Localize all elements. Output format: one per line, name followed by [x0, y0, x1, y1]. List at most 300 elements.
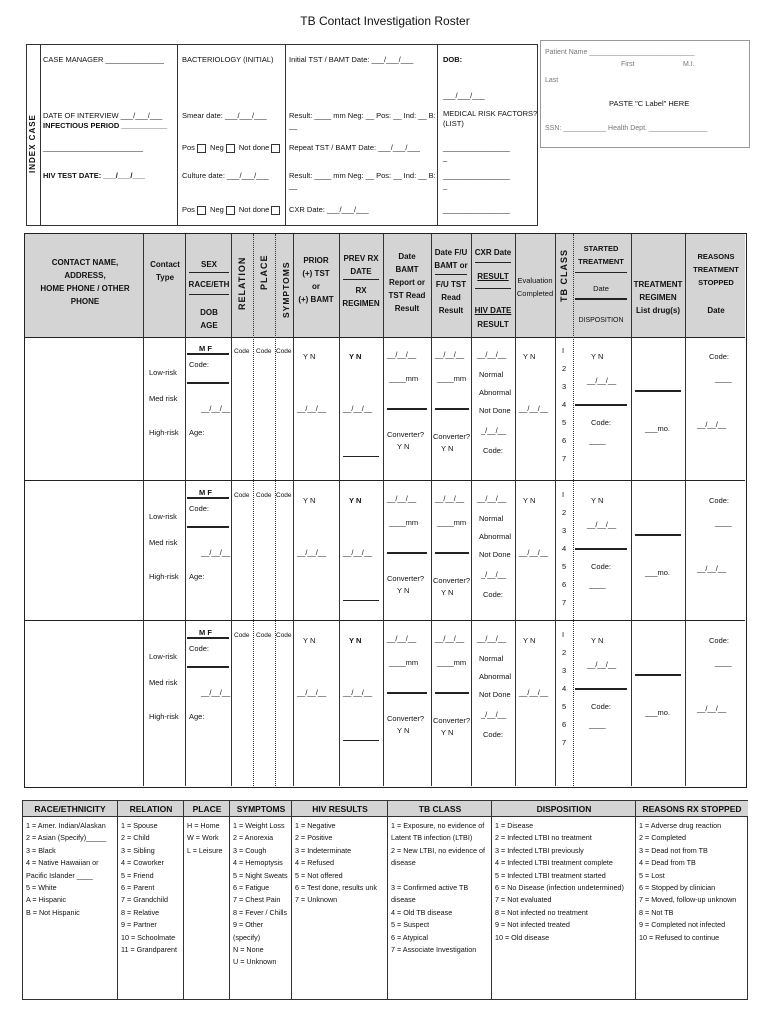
started-line: [575, 688, 627, 690]
fu-date[interactable]: __/__/__: [435, 350, 465, 359]
started-date[interactable]: __/__/__: [587, 660, 617, 669]
dob-field[interactable]: __/__/__: [201, 404, 231, 413]
tb-class-option[interactable]: 7: [562, 454, 567, 463]
evaluation-date[interactable]: __/__/__: [519, 688, 549, 697]
legend-item: W = Work: [187, 833, 219, 843]
legend-item: 2 = Positive: [295, 833, 333, 843]
fu-mm[interactable]: ____mm: [437, 518, 467, 527]
legend-item: H = Home: [187, 821, 220, 830]
bamt-mm[interactable]: ____mm: [389, 374, 419, 383]
hiv-date[interactable]: _/__/__: [481, 570, 507, 579]
tb-class-option[interactable]: I: [562, 490, 565, 499]
legend-item: 11 = Grandparent: [121, 945, 178, 954]
legend-item: A = Hispanic: [26, 895, 67, 905]
legend-disposition-header: DISPOSITION: [492, 801, 636, 817]
reasons-line[interactable]: ____: [715, 518, 732, 527]
fu-mm[interactable]: ____mm: [437, 658, 467, 667]
cxr-normal[interactable]: Normal: [479, 514, 504, 523]
legend-item: 3 = Indeterminate: [295, 845, 352, 855]
result2-field[interactable]: Result: ____ mm Neg: __ Pos: __ Ind: __ B:: [289, 171, 436, 180]
tb-class-option[interactable]: 6: [562, 720, 567, 729]
legend-item: 3 = Sibling: [121, 845, 155, 855]
legend-item: 3 = Cough: [233, 845, 267, 855]
age-field[interactable]: Age:: [189, 712, 205, 721]
cxr-abnormal[interactable]: Abnormal: [479, 532, 512, 541]
disposition-code[interactable]: Code:: [591, 562, 612, 571]
tb-class-option[interactable]: 5: [562, 702, 567, 711]
contact-name-cell[interactable]: [27, 624, 139, 754]
legend-reasons-header: REASONS RX STOPPED: [636, 801, 748, 817]
cxr-normal[interactable]: Normal: [479, 370, 504, 379]
cxr-abnormal[interactable]: Abnormal: [479, 388, 512, 397]
symptoms-code[interactable]: Code: [276, 492, 292, 499]
relation-code[interactable]: Code: [234, 348, 250, 355]
tb-class-option[interactable]: 5: [562, 418, 567, 427]
hiv-date[interactable]: _/__/__: [481, 426, 507, 435]
reasons-line[interactable]: ____: [715, 658, 732, 667]
table-row[interactable]: [25, 622, 745, 762]
tb-class-option[interactable]: 6: [562, 580, 567, 589]
table-row[interactable]: [25, 338, 745, 478]
relation-code[interactable]: Code: [234, 492, 250, 499]
cxr-date[interactable]: __/__/__: [477, 350, 507, 359]
risk-med[interactable]: Med risk: [149, 538, 178, 547]
tb-class-option[interactable]: 4: [562, 544, 567, 553]
bamt-mm[interactable]: ____mm: [389, 518, 419, 527]
bamt-converter: Converter?: [387, 714, 425, 723]
contact-name-cell[interactable]: [27, 484, 139, 614]
roster-table: [24, 233, 747, 788]
dob-field[interactable]: ___/___/___: [443, 91, 485, 100]
regimen-line[interactable]: [635, 674, 681, 676]
legend-item: 6 = No Disease (infection undetermined): [495, 883, 624, 892]
race-code[interactable]: Code:: [189, 504, 210, 513]
prev-rx-regimen-line[interactable]: [343, 740, 379, 741]
hiv-code[interactable]: Code:: [483, 446, 504, 455]
bamt-date[interactable]: __/__/__: [387, 494, 417, 503]
disposition-line[interactable]: ____: [589, 436, 606, 445]
header-cxr-date: CXR Date: [474, 248, 512, 257]
place-code[interactable]: Code: [256, 492, 272, 499]
legend-item: Pacific Islander ____: [26, 870, 93, 880]
legend-place-header: PLACE: [184, 801, 230, 817]
header-st-date: Date: [593, 284, 609, 293]
legend-item: 1 = Spouse: [121, 821, 158, 830]
tb-class-option[interactable]: 6: [562, 436, 567, 445]
legend-item: U = Unknown: [233, 957, 277, 967]
legend-item: 3 = Dead not from TB: [639, 845, 708, 855]
legend-item: 6 = Stopped by clinician: [639, 883, 716, 892]
legend-item: 4 = Hemoptysis: [233, 858, 283, 868]
dob-field[interactable]: __/__/__: [201, 548, 231, 557]
legend-item: 10 = Old disease: [495, 932, 550, 942]
fu-line: [435, 692, 469, 694]
legend-item: 9 = Completed not infected: [639, 920, 726, 930]
tb-class-option[interactable]: 7: [562, 738, 567, 747]
legend-item: 2 = Child: [121, 833, 150, 843]
cxr-date-field[interactable]: CXR Date: ___/___/___: [289, 205, 369, 214]
header-started-treatment: STARTED TREATMENT: [578, 244, 624, 266]
prior-tst-yn[interactable]: Y N: [303, 636, 316, 645]
risk-med[interactable]: Med risk: [149, 394, 178, 403]
race-line: [187, 382, 229, 384]
prev-rx-yn[interactable]: Y N: [349, 496, 362, 505]
legend-item: 5 = White: [26, 883, 57, 892]
infectious-period-field[interactable]: INFECTIOUS PERIOD ___________: [43, 121, 168, 130]
tb-class-option[interactable]: 7: [562, 598, 567, 607]
risk-high[interactable]: High-risk: [149, 712, 179, 721]
reasons-code[interactable]: Code:: [709, 352, 730, 361]
legend-item: 4 = Dead from TB: [639, 858, 696, 868]
legend-tbclass-header: TB CLASS: [388, 801, 492, 817]
header-reasons-date: Date: [707, 306, 725, 315]
reasons-date[interactable]: __/__/__: [697, 420, 727, 429]
reasons-date[interactable]: __/__/__: [697, 564, 727, 573]
legend-item: 8 = Fever / Chills: [233, 907, 288, 917]
legend-hiv-header: HIV RESULTS: [292, 801, 388, 817]
pos-checkbox[interactable]: [197, 206, 206, 215]
place-code[interactable]: Code: [256, 348, 272, 355]
legend-item: 5 = Friend: [121, 870, 154, 880]
bamt-converter: Converter?: [387, 574, 425, 583]
prior-tst-yn[interactable]: Y N: [303, 352, 316, 361]
evaluation-date[interactable]: __/__/__: [519, 404, 549, 413]
prior-tst-date[interactable]: __/__/__: [297, 688, 327, 697]
fu-date[interactable]: __/__/__: [435, 494, 465, 503]
legend-item: 7 = Associate Investigation: [391, 945, 477, 954]
risk-low[interactable]: Low-risk: [149, 652, 177, 661]
cxr-normal[interactable]: Normal: [479, 654, 504, 663]
reasons-line[interactable]: ____: [715, 374, 732, 383]
legend-symptoms-header: SYMPTOMS: [230, 801, 292, 817]
bacteriology-label: BACTERIOLOGY (INITIAL): [182, 55, 274, 64]
bamt-line: [387, 408, 427, 410]
tb-class-option[interactable]: I: [562, 630, 565, 639]
legend-item: 5 = Suspect: [391, 920, 430, 930]
contact-name-cell[interactable]: [27, 340, 139, 470]
legend-item: 7 = Chest Pain: [233, 895, 281, 905]
header-contact-type: Contact Type: [150, 260, 180, 282]
header-sex: SEX: [200, 260, 217, 269]
header-race-eth: RACE/ETH: [188, 280, 230, 289]
header-treatment-regimen: TREATMENT REGIMEN List drug(s): [633, 280, 683, 315]
legend-item: 4 = Coworker: [121, 858, 164, 868]
bamt-converter-yn[interactable]: Y N: [397, 586, 410, 595]
bamt-date[interactable]: __/__/__: [387, 634, 417, 643]
started-yn[interactable]: Y N: [591, 496, 604, 505]
header-contact-name: CONTACT NAME, ADDRESS, HOME PHONE / OTHER PHONE: [40, 258, 130, 306]
header-disposition: DISPOSITION: [578, 317, 624, 324]
reasons-code[interactable]: Code:: [709, 636, 730, 645]
fu-converter-yn[interactable]: Y N: [441, 588, 454, 597]
bamt-converter: Converter?: [387, 430, 425, 439]
reasons-date[interactable]: __/__/__: [697, 704, 727, 713]
prev-rx-yn[interactable]: Y N: [349, 636, 362, 645]
race-code[interactable]: Code:: [189, 360, 210, 369]
bamt-converter-yn[interactable]: Y N: [397, 726, 410, 735]
medical-risk-label: MEDICAL RISK FACTORS?: [443, 109, 538, 118]
legend-item: 5 = Night Sweats: [233, 870, 288, 880]
fu-date[interactable]: __/__/__: [435, 634, 465, 643]
started-line: [575, 548, 627, 550]
smear-date-field[interactable]: Smear date: ___/___/___: [182, 111, 267, 120]
started-yn[interactable]: Y N: [591, 352, 604, 361]
legend-item: 4 = Infected LTBI treatment complete: [495, 858, 613, 868]
disposition-line[interactable]: ____: [589, 720, 606, 729]
prior-tst-yn[interactable]: Y N: [303, 496, 316, 505]
risk-med[interactable]: Med risk: [149, 678, 178, 687]
date-of-interview-field[interactable]: DATE OF INTERVIEW ___/___/___: [43, 111, 163, 120]
legend-item: 8 = Not infected no treatment: [495, 907, 588, 917]
prev-rx-date[interactable]: __/__/__: [343, 548, 373, 557]
regimen-line[interactable]: [635, 390, 681, 392]
legend-item: 4 = Old TB disease: [391, 907, 453, 917]
tb-class-option[interactable]: 2: [562, 508, 567, 517]
legend-item: Latent TB infection (LTBI): [391, 833, 473, 843]
fu-converter-yn[interactable]: Y N: [441, 728, 454, 737]
prev-rx-regimen-line[interactable]: [343, 456, 379, 457]
header-reasons-stopped: REASONS TREATMENT STOPPED: [693, 252, 739, 287]
disposition-code[interactable]: Code:: [591, 418, 612, 427]
culture-date-field[interactable]: Culture date: ___/___/___: [182, 171, 269, 180]
patient-label-box[interactable]: Patient Name ___________________________ First M.I. Last PASTE "C Label" HERE SSN: ___________ Health Dept. _______________: [540, 40, 750, 148]
hiv-test-date-field[interactable]: HIV TEST DATE: ___/___/___: [43, 171, 145, 180]
sex-line: [187, 637, 229, 639]
legend-item: 1 = Amer. Indian/Alaskan: [26, 821, 106, 830]
legend-item: 7 = Unknown: [295, 895, 338, 905]
symptoms-code[interactable]: Code: [276, 632, 292, 639]
header-date-bamt: Date BAMT Report or TST Read Result: [388, 252, 426, 313]
legend-item: 9 = Partner: [121, 920, 157, 930]
header-relation: RELATION: [237, 256, 247, 310]
place-code[interactable]: Code: [256, 632, 272, 639]
header-evaluation: Evaluation Completed: [516, 276, 554, 298]
risk-line-3[interactable]: ________________: [443, 205, 510, 214]
pos-checkbox[interactable]: [197, 144, 206, 153]
legend-item: 4 = Native Hawaiian or: [26, 858, 99, 868]
not-done-checkbox[interactable]: [271, 206, 280, 215]
age-field[interactable]: Age:: [189, 428, 205, 437]
hiv-date[interactable]: _/__/__: [481, 710, 507, 719]
legend-item: 2 = Completed: [639, 833, 686, 843]
legend-item: 1 = Weight Loss: [233, 821, 285, 830]
legend-item: N = None: [233, 945, 264, 954]
evaluation-yn[interactable]: Y N: [523, 352, 536, 361]
header-tb-class: TB CLASS: [559, 249, 569, 302]
legend-item: 8 = Not TB: [639, 907, 674, 917]
legend-item: disease: [391, 895, 416, 905]
prior-tst-date[interactable]: __/__/__: [297, 404, 327, 413]
reasons-code[interactable]: Code:: [709, 496, 730, 505]
legend-item: 6 = Test done, results unk: [295, 883, 377, 892]
bamt-date[interactable]: __/__/__: [387, 350, 417, 359]
index-case-section: INDEX CASE CASE MANAGER ______________ DATE OF INTERVIEW ___/___/___ INFECTIOUS PERIOD ___________ ________________________ HIV TEST DATE: ___/___/___ BACTERIOLOGY (INITIAL) Smear date: ___/___/___ Pos Neg Not done Culture date: ___/___/___ Pos Neg Not done Initial TST / BAMT Date: ___/___/___ Result: ____ mm Neg: __ Pos: __ Ind: __ B: __ Repeat TST / BAMT Date: ___/___/___ Result: ____ mm Neg: __ Pos: __ Ind: __ B: __ CXR Date: ___/___/___ DOB: ___/___/___ MEDICAL RISK FACTORS? (LIST) ________________ _ ________________ _ ________________: [26, 44, 538, 226]
paste-label-instruction: PASTE "C Label" HERE: [609, 99, 690, 108]
legend-item: 6 = Parent: [121, 883, 155, 892]
sex-mf[interactable]: M F: [199, 344, 212, 353]
legend-item: 1 = Adverse drug reaction: [639, 821, 722, 830]
fu-converter: Converter?: [433, 432, 471, 441]
symptoms-code[interactable]: Code: [276, 348, 292, 355]
started-line: [575, 404, 627, 406]
cxr-date[interactable]: __/__/__: [477, 494, 507, 503]
disposition-code[interactable]: Code:: [591, 702, 612, 711]
not-done-checkbox[interactable]: [271, 144, 280, 153]
sex-mf[interactable]: M F: [199, 628, 212, 637]
cxr-abnormal[interactable]: Abnormal: [479, 672, 512, 681]
tb-class-option[interactable]: 4: [562, 400, 567, 409]
fu-line: [435, 552, 469, 554]
legend-item: 7 = Moved, follow-up unknown: [639, 895, 737, 905]
header-symptoms: SYMPTOMS: [281, 261, 291, 318]
legend-item: 1 = Exposure, no evidence of: [391, 821, 485, 830]
legend-item: 2 = Asian (Specify)_____: [26, 833, 107, 843]
risk-low[interactable]: Low-risk: [149, 512, 177, 521]
legend-race-header: RACE/ETHNICITY: [23, 801, 117, 817]
evaluation-date[interactable]: __/__/__: [519, 548, 549, 557]
fu-converter: Converter?: [433, 716, 471, 725]
legend-item: 2 = Anorexia: [233, 833, 274, 843]
relation-code[interactable]: Code: [234, 632, 250, 639]
tb-class-option[interactable]: I: [562, 346, 565, 355]
header-hiv-result: RESULT: [477, 320, 509, 329]
dob-field[interactable]: __/__/__: [201, 688, 231, 697]
sex-line: [187, 497, 229, 499]
legend-item: 1 = Disease: [495, 821, 534, 830]
sex-line: [187, 353, 229, 355]
hiv-code[interactable]: Code:: [483, 730, 504, 739]
dob-label: DOB:: [443, 55, 463, 64]
legend-item: 9 = Not infected treated: [495, 920, 570, 930]
legend-item: 6 = Atypical: [391, 932, 428, 942]
tb-class-option[interactable]: 4: [562, 684, 567, 693]
risk-low[interactable]: Low-risk: [149, 368, 177, 377]
prior-tst-date[interactable]: __/__/__: [297, 548, 327, 557]
bamt-converter-yn[interactable]: Y N: [397, 442, 410, 451]
prev-rx-date[interactable]: __/__/__: [343, 688, 373, 697]
fu-converter: Converter?: [433, 576, 471, 585]
smear-result-row: Pos Neg Not done: [182, 143, 282, 153]
neg-checkbox[interactable]: [226, 206, 235, 215]
legend-item: B = Not Hispanic: [26, 907, 80, 917]
tb-class-option[interactable]: 3: [562, 382, 567, 391]
regimen-line[interactable]: [635, 534, 681, 536]
fu-converter-yn[interactable]: Y N: [441, 444, 454, 453]
legend-item: 2 = Infected LTBI no treatment: [495, 833, 592, 843]
tb-class-option[interactable]: 2: [562, 648, 567, 657]
legend-item: 1 = Negative: [295, 821, 336, 830]
header-date-fu: Date F/U BAMT or F/U TST Read Result: [434, 248, 468, 315]
started-yn[interactable]: Y N: [591, 636, 604, 645]
tb-class-option[interactable]: 5: [562, 562, 567, 571]
evaluation-yn[interactable]: Y N: [523, 636, 536, 645]
race-line: [187, 526, 229, 528]
legend-item: L = Leisure: [187, 845, 223, 855]
age-field[interactable]: Age:: [189, 572, 205, 581]
regimen-months[interactable]: ___mo.: [645, 424, 671, 433]
header-hiv-date: HIV DATE: [474, 306, 512, 315]
risk-line-2[interactable]: ________________: [443, 171, 510, 180]
legend-item: 3 = Confirmed active TB: [391, 883, 469, 892]
regimen-months[interactable]: ___mo.: [645, 708, 671, 717]
legend-item: 7 = Grandchild: [121, 895, 168, 905]
initial-tst-field[interactable]: Initial TST / BAMT Date: ___/___/___: [289, 55, 414, 64]
tb-class-option[interactable]: 3: [562, 666, 567, 675]
risk-line-1[interactable]: ________________: [443, 143, 510, 152]
evaluation-yn[interactable]: Y N: [523, 496, 536, 505]
started-date[interactable]: __/__/__: [587, 520, 617, 529]
table-row[interactable]: [25, 482, 745, 622]
header-prior-tst: PRIOR (+) TST or (+) BAMT: [298, 256, 334, 304]
tb-class-option[interactable]: 2: [562, 364, 567, 373]
prev-rx-yn[interactable]: Y N: [349, 352, 362, 361]
cxr-not-done[interactable]: Not Done: [479, 550, 511, 559]
legend-relation-header: RELATION: [118, 801, 184, 817]
started-date[interactable]: __/__/__: [587, 376, 617, 385]
disposition-line[interactable]: ____: [589, 580, 606, 589]
risk-high[interactable]: High-risk: [149, 428, 179, 437]
legend-item: 10 = Schoolmate: [121, 932, 176, 942]
fu-line: [435, 408, 469, 410]
legend-item: 7 = Not evaluated: [495, 895, 552, 905]
legend-item: 2 = New LTBI, no evidence of: [391, 845, 485, 855]
neg-checkbox[interactable]: [226, 144, 235, 153]
legend-item: 3 = Black: [26, 845, 56, 855]
prev-rx-date[interactable]: __/__/__: [343, 404, 373, 413]
header-prev-rx: PREV RX DATE RX REGIMEN: [342, 254, 380, 308]
bamt-line: [387, 692, 427, 694]
legend-item: 9 = Other: [233, 920, 264, 930]
prev-rx-regimen-line[interactable]: [343, 600, 379, 601]
culture-result-row: Pos Neg Not done: [182, 205, 282, 215]
risk-high[interactable]: High-risk: [149, 572, 179, 581]
cxr-date[interactable]: __/__/__: [477, 634, 507, 643]
tb-class-option[interactable]: 3: [562, 526, 567, 535]
cxr-not-done[interactable]: Not Done: [479, 406, 511, 415]
regimen-months[interactable]: ___mo.: [645, 568, 671, 577]
legend-item: 5 = Infected LTBI treatment started: [495, 870, 606, 880]
header-place: PLACE: [259, 254, 269, 290]
legend-item: 8 = Relative: [121, 907, 160, 917]
legend-item: 5 = Lost: [639, 870, 665, 880]
index-case-side: [27, 45, 41, 225]
result1-field[interactable]: Result: ____ mm Neg: __ Pos: __ Ind: __ B:: [289, 111, 436, 120]
legend-item: 3 = Infected LTBI previously: [495, 845, 584, 855]
header-cxr-result: RESULT: [477, 272, 509, 281]
bamt-mm[interactable]: ____mm: [389, 658, 419, 667]
legend-item: 6 = Fatigue: [233, 883, 270, 892]
race-line: [187, 666, 229, 668]
fu-mm[interactable]: ____mm: [437, 374, 467, 383]
hiv-code[interactable]: Code:: [483, 590, 504, 599]
repeat-tst-field[interactable]: Repeat TST / BAMT Date: ___/___/___: [289, 143, 420, 152]
legend-item: 4 = Refused: [295, 858, 334, 868]
case-manager-field[interactable]: CASE MANAGER ______________: [43, 55, 164, 64]
legend-item: 5 = Not offered: [295, 870, 343, 880]
race-code[interactable]: Code:: [189, 644, 210, 653]
sex-mf[interactable]: M F: [199, 488, 212, 497]
index-case-label: INDEX CASE: [28, 114, 37, 173]
legend-item: 10 = Refused to continue: [639, 932, 720, 942]
blank-line[interactable]: ________________________: [43, 143, 144, 152]
legend-item: (specify): [233, 932, 261, 942]
page-title: TB Contact Investigation Roster: [300, 14, 470, 28]
code-legend: [22, 800, 748, 1000]
bamt-line: [387, 552, 427, 554]
cxr-not-done[interactable]: Not Done: [479, 690, 511, 699]
header-dob-age: DOB AGE: [200, 308, 218, 330]
legend-item: disease: [391, 858, 416, 868]
